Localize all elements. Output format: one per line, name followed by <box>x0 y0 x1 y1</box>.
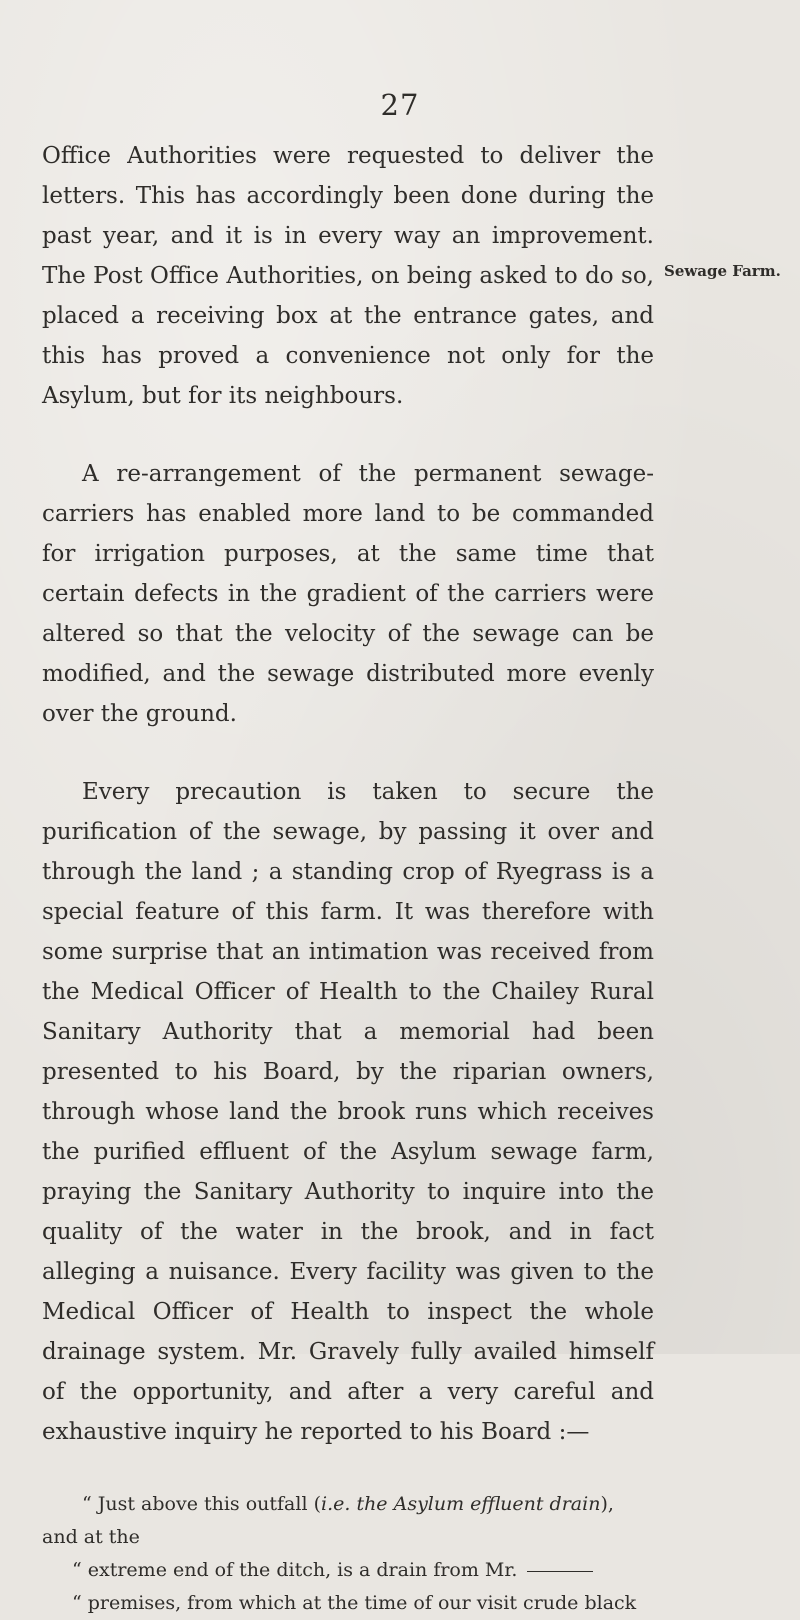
body-text <box>42 136 654 1620</box>
quote-line-1-end: ), and at the <box>42 1493 614 1548</box>
quote-line-1-start: “ Just above this outfall ( <box>82 1493 321 1515</box>
paragraph-post-office: Office Authorities were requested to deliver the letters. This has accordingly been done during the past year, and it is in every way an improvement. The Post Office Authorities, on being asked to do so, placed a receiving box at the entrance gates, and this has proved a convenience not only for the Asylum, but for its neighbours. <box>42 143 654 409</box>
margin-note-sewage-farm: Sewage Farm. <box>664 262 781 280</box>
report-quotation <box>42 1488 654 1620</box>
quote-line-1-italic: i.e. the Asylum effluent drain <box>321 1493 601 1515</box>
paragraph-purification: Every precaution is taken to secure the purification of the sewage, by passing it over and through the land ; a standing crop of Ryegrass is a special feature of this farm. It was therefore with some surprise that an intimation was received from the Medical Officer of Health to the Chailey Rural Sanitary Authority that a memorial had been presented to his Board, by the riparian owners, through whose land the brook runs which receives the purified effluent of the Asylum sewage farm, praying the Sanitary Authority to inquire into the quality of the water in the brook, and in fact alleging a nuisance. Every facility was given to the Medical Officer of Health to inspect the whole drainage system. Mr. Gravely fully availed himself of the opportunity, and after a very careful and exhaustive inquiry he reported to his Board :— <box>42 779 654 1445</box>
paragraph-sewage-carriers: A re-arrangement of the permanent sewage-carriers has enabled more land to be commanded for irrigation purposes, at the same time that certain defects in the gradient of the carriers were altered so that the velocity of the sewage can be modified, and the sewage distributed more evenly over the ground. <box>42 461 654 727</box>
quote-line-3: “ premises, from which at the time of our visit crude black <box>72 1592 637 1614</box>
quote-line-2-text: “ extreme end of the ditch, is a drain from Mr. <box>72 1559 518 1581</box>
page-number: 27 <box>380 88 420 122</box>
quote-line-2 <box>42 1554 654 1587</box>
redacted-name-rule <box>527 1571 593 1572</box>
quote-line-1 <box>42 1488 654 1554</box>
